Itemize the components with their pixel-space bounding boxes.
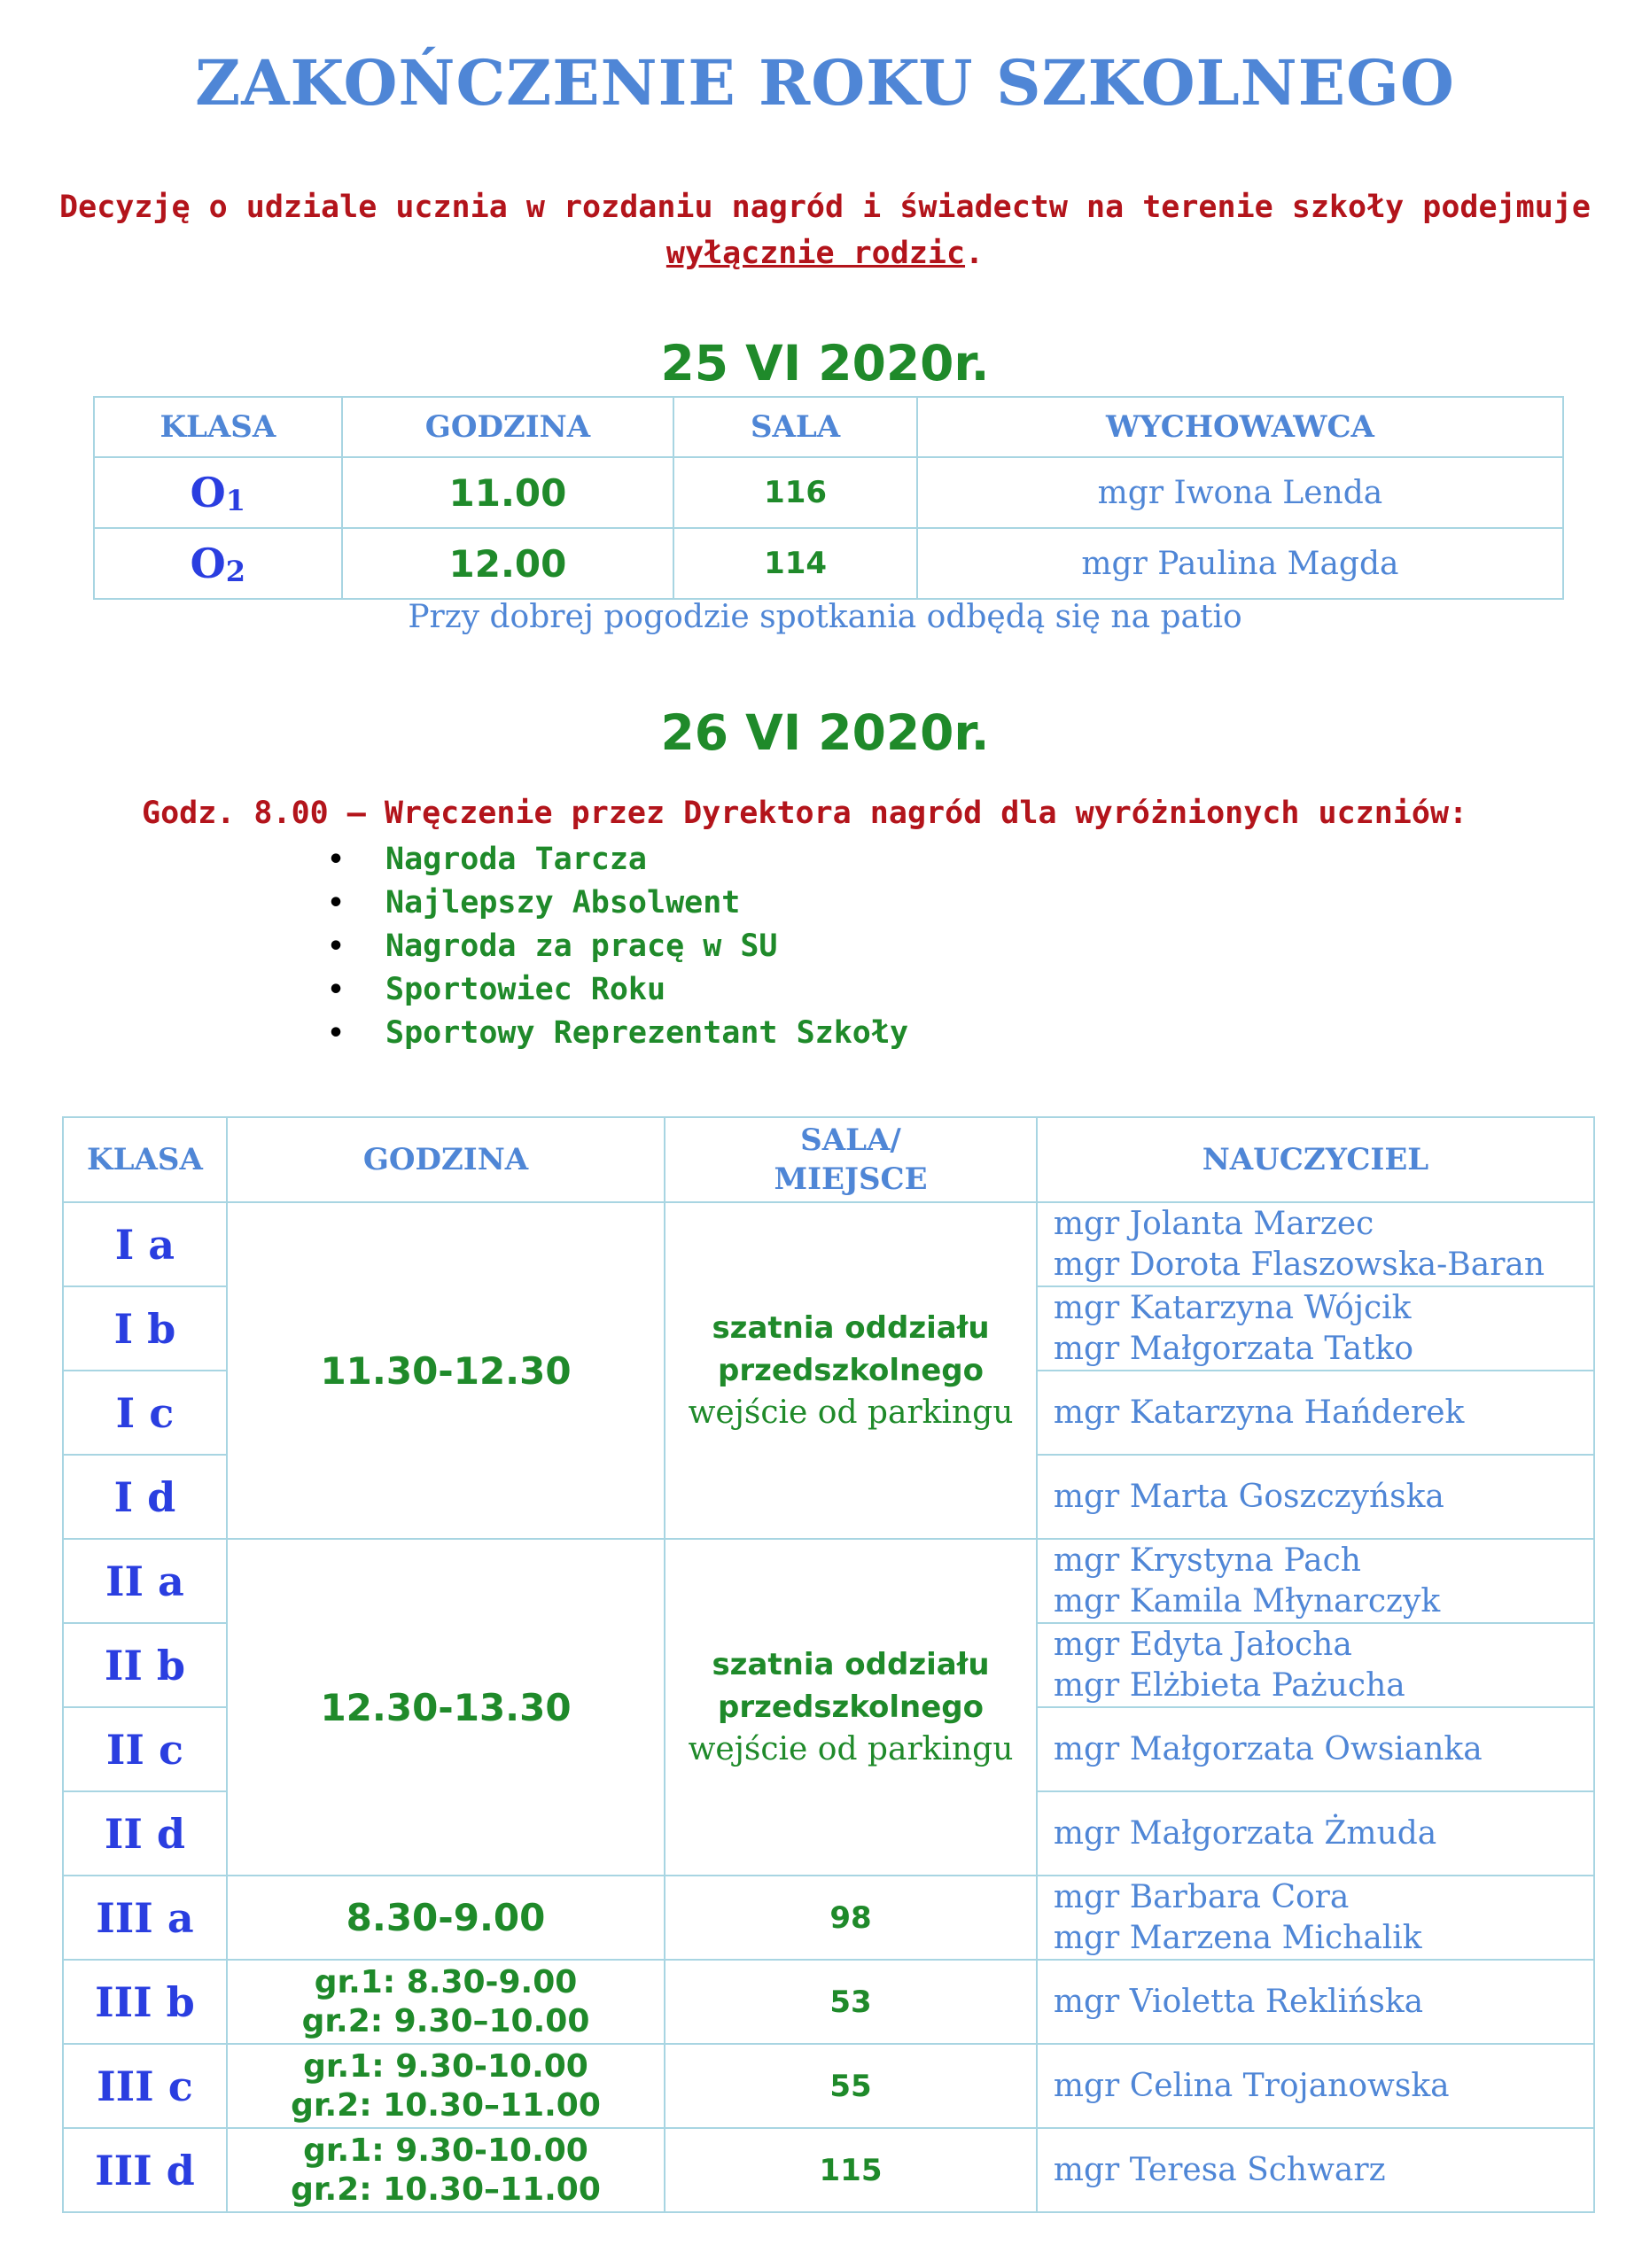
col-header-godzina: GODZINA [227,1117,665,1202]
col-header-wychowawca: WYCHOWAWCA [917,397,1563,457]
class-cell: II a [63,1539,227,1623]
col-header-nauczyciel: NAUCZYCIEL [1037,1117,1594,1202]
day1-date: 25 VI 2020r. [660,335,990,392]
table-row [94,457,1563,528]
hour-cell: 12.00 [342,528,674,599]
list-item: • Najlepszy Absolwent [328,882,908,925]
teacher-cell: mgr Małgorzata Żmuda [1037,1791,1594,1876]
class-cell: III b [63,1960,227,2044]
notice-line-2 [53,230,1597,276]
col-header-sala-miejsce: SALA/ MIEJSCE [665,1117,1037,1202]
class-cell: II d [63,1791,227,1876]
bullet-icon: • [328,931,345,962]
awards-list [328,838,908,1055]
class-cell: II c [63,1707,227,1791]
list-item: • Nagroda za pracę w SU [328,925,908,968]
group1-place-cell: szatnia oddziału przedszkolnego wejście od parkingu [665,1202,1037,1539]
teacher-cell: mgr Krystyna Pach mgr Kamila Młynarczyk [1037,1539,1594,1623]
bullet-icon: • [328,975,345,1006]
col-header-klasa: KLASA [94,397,342,457]
table-row [63,1960,1594,2044]
class-cell: I b [63,1286,227,1371]
room-cell: 114 [673,528,917,599]
day1-header-row [94,397,1563,457]
class-cell: III d [63,2128,227,2212]
table-row [63,1202,1594,1286]
teacher-cell: mgr Iwona Lenda [917,457,1563,528]
class-cell: III c [63,2044,227,2128]
col-header-klasa: KLASA [63,1117,227,1202]
teacher-cell: mgr Edyta Jałocha mgr Elżbieta Pażucha [1037,1623,1594,1707]
teacher-cell: mgr Katarzyna Hańderek [1037,1371,1594,1455]
class-cell: $O_2$ [94,528,342,599]
room-cell: 98 [665,1876,1037,1960]
teacher-cell: mgr Barbara Cora mgr Marzena Michalik [1037,1876,1594,1960]
teacher-cell: mgr Paulina Magda [917,528,1563,599]
list-item: • Sportowiec Roku [328,968,908,1012]
col-header-godzina: GODZINA [342,397,674,457]
notice-end: . [965,236,985,271]
hour-cell: 11.00 [342,457,674,528]
parent-decision-notice [53,184,1597,276]
room-cell: 116 [673,457,917,528]
room-cell: 115 [665,2128,1037,2212]
teacher-cell: mgr Marta Goszczyńska [1037,1455,1594,1539]
day2-date: 26 VI 2020r. [660,704,990,761]
awards-intro: Godz. 8.00 – Wręczenie przez Dyrektora nagród dla wyróżnionych uczniów: [142,796,1468,831]
day1-table [93,396,1564,600]
hour-cell: gr.1: 8.30-9.00 gr.2: 9.30–10.00 [227,1960,665,2044]
table-row [63,1539,1594,1623]
list-item: • Sportowy Reprezentant Szkoły [328,1012,908,1055]
teacher-cell: mgr Teresa Schwarz [1037,2128,1594,2212]
hour-cell: gr.1: 9.30-10.00 gr.2: 10.30–11.00 [227,2044,665,2128]
table-row [63,1876,1594,1960]
room-cell: 53 [665,1960,1037,2044]
table-row [63,2044,1594,2128]
hour-cell: gr.1: 9.30-10.00 gr.2: 10.30–11.00 [227,2128,665,2212]
bullet-icon: • [328,1018,345,1049]
group2-place-cell: szatnia oddziału przedszkolnego wejście od parkingu [665,1539,1037,1876]
bullet-icon: • [328,888,345,919]
day2-header-row [63,1117,1594,1202]
teacher-cell: mgr Celina Trojanowska [1037,2044,1594,2128]
room-cell: 55 [665,2044,1037,2128]
class-cell: I c [63,1371,227,1455]
notice-line: Decyzję o udziale ucznia w rozdaniu nagród i świadectw na terenie szkoły podejmuje [59,190,1591,225]
teacher-cell: mgr Katarzyna Wójcik mgr Małgorzata Tatko [1037,1286,1594,1371]
teacher-cell: mgr Małgorzata Owsianka [1037,1707,1594,1791]
page-title: ZAKOŃCZENIE ROKU SZKOLNEGO [195,46,1455,120]
class-cell: $O_1$ [94,457,342,528]
class-cell: I d [63,1455,227,1539]
class-cell: I a [63,1202,227,1286]
class-cell: II b [63,1623,227,1707]
table-row [94,528,1563,599]
group1-hour-cell: 11.30-12.30 [227,1202,665,1539]
teacher-cell: mgr Violetta Reklińska [1037,1960,1594,2044]
bullet-icon: • [328,844,345,875]
teacher-cell: mgr Jolanta Marzec mgr Dorota Flaszowska-Baran [1037,1202,1594,1286]
notice-underlined: wyłącznie rodzic [665,236,966,271]
table-row [63,2128,1594,2212]
group2-hour-cell: 12.30-13.30 [227,1539,665,1876]
patio-note: Przy dobrej pogodzie spotkania odbędą się na patio [408,599,1242,635]
class-cell: III a [63,1876,227,1960]
hour-cell: 8.30-9.00 [227,1876,665,1960]
col-header-sala: SALA [673,397,917,457]
day2-table [62,1116,1595,2213]
list-item: • Nagroda Tarcza [328,838,908,882]
